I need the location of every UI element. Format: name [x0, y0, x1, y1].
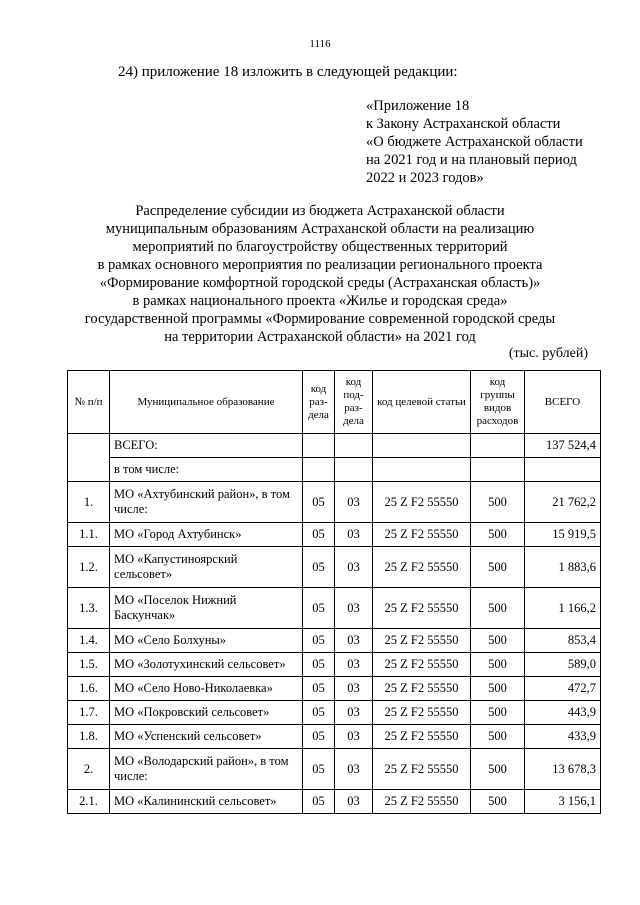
table-row	[68, 749, 601, 790]
row-number: 1.	[68, 482, 110, 523]
table-row	[68, 588, 601, 629]
table-row	[68, 653, 601, 677]
subsection-code: 03	[335, 523, 373, 547]
target-code: 25 Z F2 55550	[373, 790, 471, 814]
expense-code: 500	[471, 677, 525, 701]
subsection-code: 03	[335, 629, 373, 653]
target-code: 25 Z F2 55550	[373, 547, 471, 588]
heading-line: мероприятий по благоустройству общественных территорий	[132, 239, 508, 255]
target-code: 25 Z F2 55550	[373, 588, 471, 629]
table-row	[68, 547, 601, 588]
row-total: 853,4	[525, 629, 601, 653]
section-code: 05	[303, 677, 335, 701]
heading-line: государственной программы «Формирование современной городской среды	[84, 311, 556, 327]
table-row	[68, 523, 601, 547]
table-row	[68, 629, 601, 653]
subsection-code: 03	[335, 677, 373, 701]
table-cell	[471, 434, 525, 458]
appendix-line: к Закону Астраханской области	[366, 116, 561, 132]
expense-code: 500	[471, 790, 525, 814]
subsection-code: 03	[335, 725, 373, 749]
table-cell	[335, 458, 373, 482]
subsection-code: 03	[335, 482, 373, 523]
subsection-code: 03	[335, 749, 373, 790]
table-row-total	[68, 434, 601, 458]
subsection-code: 03	[335, 653, 373, 677]
row-total: 3 156,1	[525, 790, 601, 814]
page-number: 1116	[309, 38, 331, 50]
table-row	[68, 677, 601, 701]
municipality-name: МО «Село Ново-Николаевка»	[110, 677, 303, 701]
section-code: 05	[303, 629, 335, 653]
header-municipality: Муниципальное образование	[110, 371, 303, 434]
table-cell	[373, 458, 471, 482]
table-cell	[335, 434, 373, 458]
total-value: 137 524,4	[525, 434, 601, 458]
section-code: 05	[303, 588, 335, 629]
section-code: 05	[303, 749, 335, 790]
target-code: 25 Z F2 55550	[373, 725, 471, 749]
row-total: 472,7	[525, 677, 601, 701]
heading-line: на территории Астраханской области» на 2021 год	[164, 329, 476, 345]
appendix-line: на 2021 год и на плановый период	[366, 152, 577, 168]
table-row-including	[68, 458, 601, 482]
appendix-line: «О бюджете Астраханской области	[366, 134, 583, 150]
header-total: ВСЕГО	[525, 371, 601, 434]
table-cell	[525, 458, 601, 482]
table-cell	[373, 434, 471, 458]
table-row	[68, 482, 601, 523]
municipality-name: МО «Капустиноярский сельсовет»	[110, 547, 303, 588]
heading-line: муниципальным образованиям Астраханской области на реализацию	[105, 221, 535, 237]
municipality-name: МО «Ахтубинский район», в том числе:	[110, 482, 303, 523]
row-number: 1.4.	[68, 629, 110, 653]
expense-code: 500	[471, 547, 525, 588]
row-total: 589,0	[525, 653, 601, 677]
table-cell	[471, 458, 525, 482]
expense-code: 500	[471, 523, 525, 547]
expense-code: 500	[471, 749, 525, 790]
municipality-name: МО «Володарский район», в том числе:	[110, 749, 303, 790]
target-code: 25 Z F2 55550	[373, 482, 471, 523]
units-label: (тыс. рублей)	[508, 346, 588, 361]
section-code: 05	[303, 547, 335, 588]
expense-code: 500	[471, 629, 525, 653]
row-total: 15 919,5	[525, 523, 601, 547]
row-total: 13 678,3	[525, 749, 601, 790]
municipality-name: МО «Золотухинский сельсовет»	[110, 653, 303, 677]
row-total: 433,9	[525, 725, 601, 749]
heading-line: «Формирование комфортной городской среды (Астраханская область)»	[99, 275, 541, 291]
document-heading	[40, 202, 600, 346]
expense-code: 500	[471, 653, 525, 677]
target-code: 25 Z F2 55550	[373, 749, 471, 790]
municipality-name: МО «Калининский сельсовет»	[110, 790, 303, 814]
table-row	[68, 725, 601, 749]
row-number: 1.3.	[68, 588, 110, 629]
row-number: 2.1.	[68, 790, 110, 814]
expense-code: 500	[471, 725, 525, 749]
section-code: 05	[303, 790, 335, 814]
target-code: 25 Z F2 55550	[373, 677, 471, 701]
table-cell	[303, 458, 335, 482]
heading-line: в рамках национального проекта «Жилье и городская среда»	[132, 293, 508, 309]
subsection-code: 03	[335, 547, 373, 588]
heading-line: в рамках основного мероприятия по реализации регионального проекта	[97, 257, 543, 273]
row-total: 21 762,2	[525, 482, 601, 523]
municipality-name: МО «Поселок Нижний Баскунчак»	[110, 588, 303, 629]
municipality-name: МО «Покровский сельсовет»	[110, 701, 303, 725]
subsection-code: 03	[335, 790, 373, 814]
table-cell	[68, 434, 110, 482]
row-number: 1.1.	[68, 523, 110, 547]
table-row	[68, 790, 601, 814]
header-subsection: код под- раз- дела	[335, 371, 373, 434]
row-number: 1.7.	[68, 701, 110, 725]
appendix-block	[366, 97, 583, 187]
municipality-name: МО «Успенский сельсовет»	[110, 725, 303, 749]
header-num: № п/п	[68, 371, 110, 434]
subsidy-table	[67, 370, 601, 814]
target-code: 25 Z F2 55550	[373, 701, 471, 725]
table-cell	[303, 434, 335, 458]
section-code: 05	[303, 482, 335, 523]
appendix-line: 2022 и 2023 годов»	[366, 170, 484, 186]
row-number: 1.2.	[68, 547, 110, 588]
row-total: 1 166,2	[525, 588, 601, 629]
target-code: 25 Z F2 55550	[373, 629, 471, 653]
subsection-code: 03	[335, 701, 373, 725]
section-code: 05	[303, 653, 335, 677]
total-label: ВСЕГО:	[110, 434, 303, 458]
row-number: 1.6.	[68, 677, 110, 701]
row-total: 1 883,6	[525, 547, 601, 588]
heading-line: Распределение субсидии из бюджета Астраханской области	[135, 203, 505, 219]
table-body	[68, 434, 601, 814]
expense-code: 500	[471, 701, 525, 725]
row-number: 1.8.	[68, 725, 110, 749]
header-expense: код группы видов расходов	[471, 371, 525, 434]
subsection-code: 03	[335, 588, 373, 629]
header-section: код раз- дела	[303, 371, 335, 434]
section-code: 05	[303, 701, 335, 725]
including-label: в том числе:	[110, 458, 303, 482]
intro-text: 24) приложение 18 изложить в следующей редакции:	[118, 64, 458, 80]
target-code: 25 Z F2 55550	[373, 523, 471, 547]
row-number: 2.	[68, 749, 110, 790]
section-code: 05	[303, 523, 335, 547]
appendix-line: «Приложение 18	[366, 98, 470, 114]
expense-code: 500	[471, 482, 525, 523]
expense-code: 500	[471, 588, 525, 629]
table-row	[68, 701, 601, 725]
municipality-name: МО «Город Ахтубинск»	[110, 523, 303, 547]
target-code: 25 Z F2 55550	[373, 653, 471, 677]
row-total: 443,9	[525, 701, 601, 725]
section-code: 05	[303, 725, 335, 749]
header-target: код целевой статьи	[373, 371, 471, 434]
municipality-name: МО «Село Болхуны»	[110, 629, 303, 653]
row-number: 1.5.	[68, 653, 110, 677]
